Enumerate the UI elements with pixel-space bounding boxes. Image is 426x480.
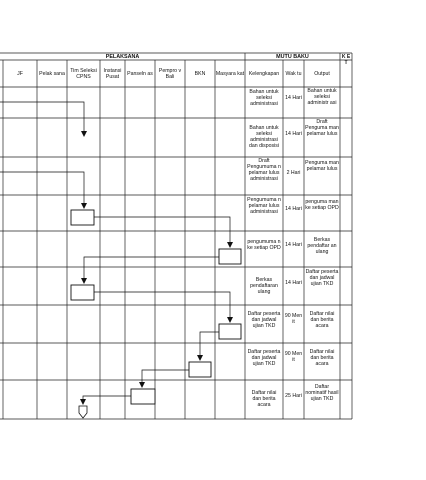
row-waktu: 14 Hari	[285, 131, 302, 137]
row-waktu: 14 Hari	[285, 95, 302, 101]
col-jf: JF	[17, 70, 23, 77]
row-output: Daftar peserta dan jadwal ujian TKD	[305, 269, 339, 287]
col-masyarakat: Masyara kat	[215, 70, 245, 77]
row-kelengkapan: Daftar nilai dan berita acara	[251, 390, 277, 408]
row-output: Daftar nilai dan berita acara	[309, 311, 335, 329]
ket-header: K E T	[341, 54, 351, 66]
col-tim-seleksi: Tim Seleksi CPNS	[70, 67, 97, 80]
mutu-baku-header: MUTU BAKU	[276, 54, 309, 60]
row-waktu: 14 Hari	[285, 206, 302, 212]
row-waktu: 90 Men it	[284, 351, 303, 363]
row-output: Daftar nominatif hasil ujian TKD	[305, 384, 339, 402]
col-waktu: Wak tu	[285, 70, 302, 77]
row-waktu: 14 Hari	[285, 242, 302, 248]
row-waktu: 14 Hari	[285, 280, 302, 286]
row-output: Berkas pendaftar an ulang	[307, 237, 337, 255]
row-kelengkapan: Bahan untuk seleksi administrasi dan disposisi	[249, 125, 279, 149]
row-waktu: 2 Hari	[286, 170, 301, 176]
row-kelengkapan: Daftar peserta dan jadwal ujian TKD	[247, 349, 281, 367]
row-output: Draft Penguma man pelamar lulus	[305, 119, 339, 137]
row-output: Penguma man pelamar lulus	[305, 160, 339, 172]
row-waktu: 90 Men it	[284, 313, 303, 325]
row-kelengkapan: Pengumuma n pelamar lulus administrasi	[247, 197, 281, 215]
row-kelengkapan: pengumuma n ke setiap OPD	[247, 239, 281, 251]
col-bkn: BKN	[194, 70, 206, 77]
col-output: Output	[314, 70, 330, 77]
col-pemprov: Pempro v Bali	[158, 67, 182, 80]
row-waktu: 25 Hari	[285, 393, 302, 399]
row-kelengkapan: Berkas pendaftaran ulang	[250, 277, 278, 295]
row-kelengkapan: Daftar peserta dan jadwal ujian TKD	[247, 311, 281, 329]
row-output: Daftar nilai dan berita acara	[309, 349, 335, 367]
row-output: penguma man ke setiap OPD	[305, 199, 339, 211]
row-kelengkapan: Bahan untuk seleksi administrasi	[249, 89, 279, 107]
pelaksana-header: PELAKSANA	[105, 54, 140, 60]
col-pelaksana: Pelak sana	[39, 70, 65, 77]
col-instansi-pusat: Instansi Pusat	[103, 67, 122, 80]
col-panselnas: Panseln as	[127, 70, 153, 77]
row-output: Bahan untuk seleksi administr asi	[307, 88, 337, 106]
row-kelengkapan: Draft Pengumuma n pelamar lulus administrasi	[247, 158, 281, 182]
col-kelengkapan: Kelengkapan	[248, 70, 280, 77]
